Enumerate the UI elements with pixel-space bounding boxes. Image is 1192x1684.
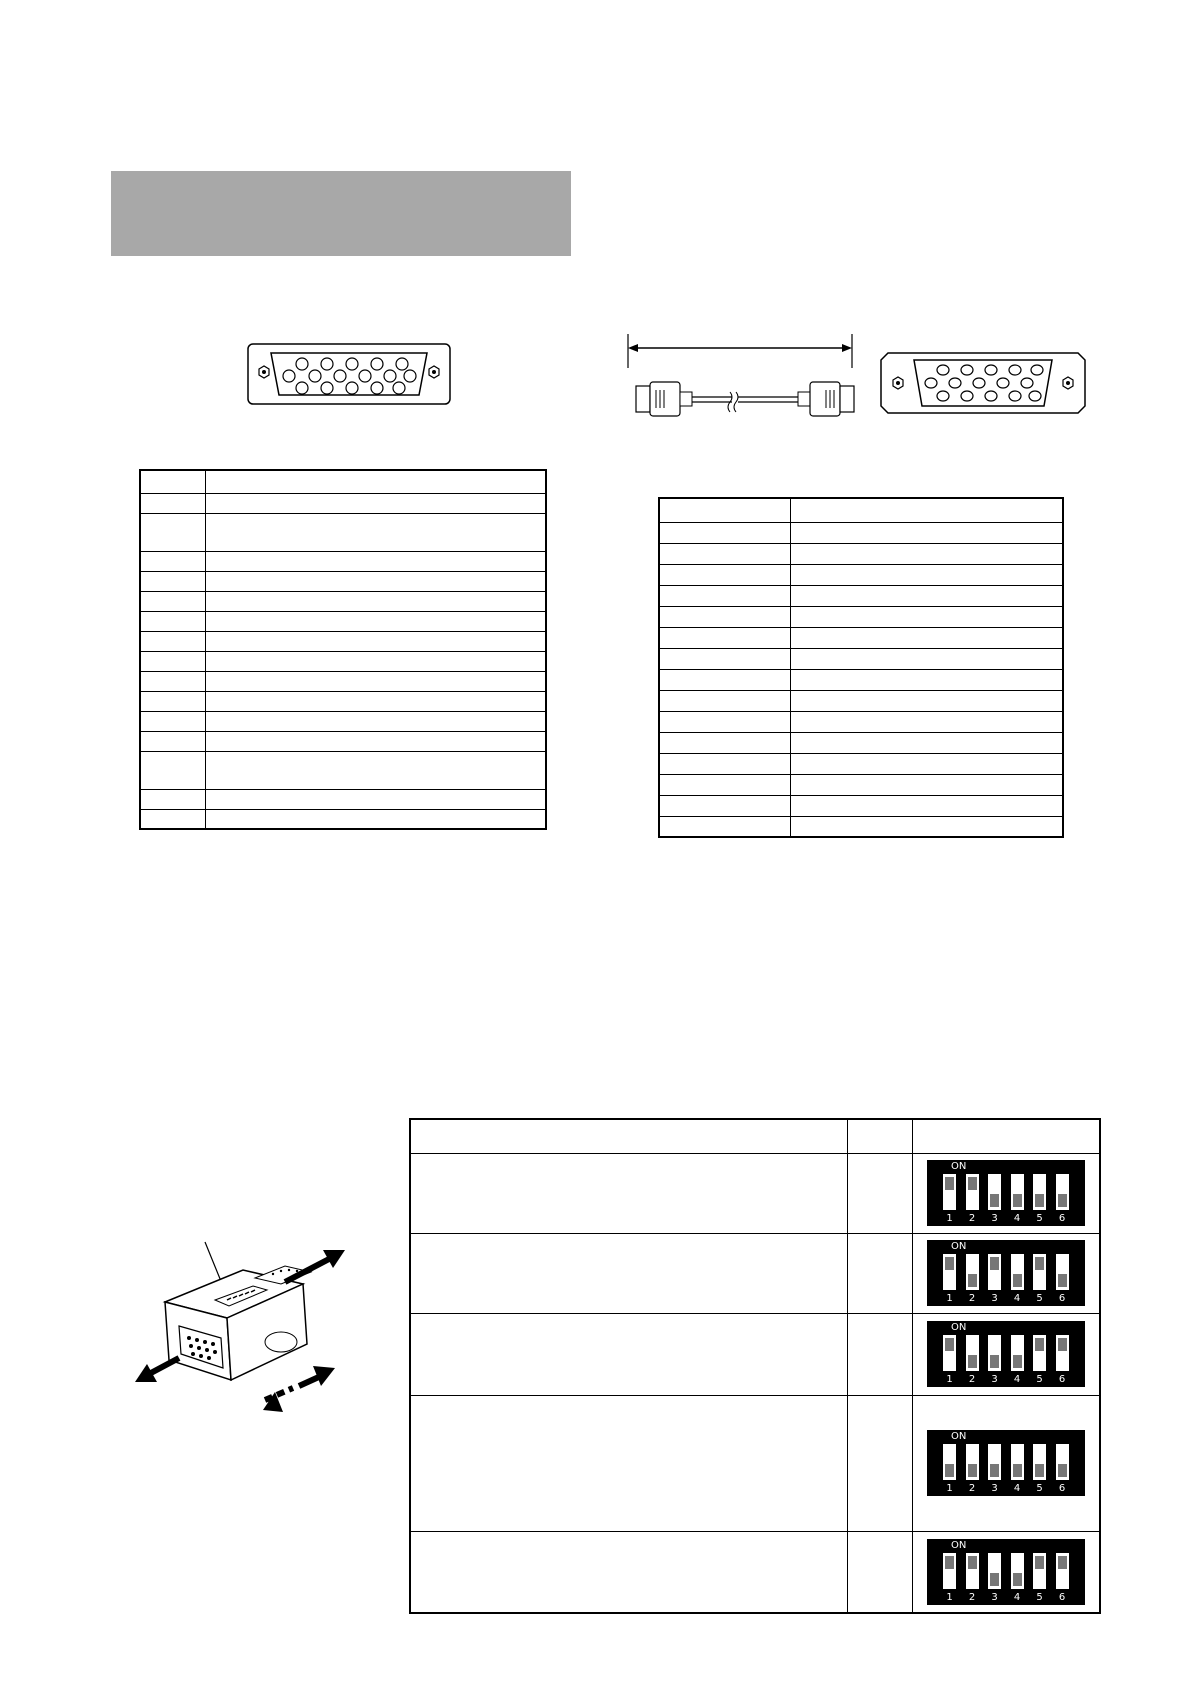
dip-switch-number: 5: [1036, 1293, 1043, 1304]
dip-switch-knob: [1058, 1464, 1067, 1477]
dip-switch-number: 4: [1013, 1483, 1021, 1494]
dip-switch-number: 3: [991, 1293, 998, 1304]
dip-switch-knob: [990, 1355, 999, 1368]
dip-switch-row-5: [927, 1539, 1085, 1605]
dip-switch-5: [1033, 1174, 1046, 1210]
dip-switch-number: 3: [991, 1483, 998, 1494]
dip-switch-knob: [945, 1464, 954, 1477]
dip-switch-settings-table: [409, 1118, 1101, 1614]
dip-switch-knob: [945, 1257, 954, 1270]
dip-switch-2: [966, 1553, 979, 1589]
dip-switch-number: 3: [991, 1213, 998, 1224]
dip-switch-knob: [1035, 1338, 1044, 1351]
dip-switch-knob: [1013, 1573, 1022, 1586]
dip-switch-knob: [990, 1194, 999, 1207]
dip-switch-3: [988, 1174, 1001, 1210]
dip-switch-knob: [1013, 1274, 1022, 1287]
dip-switch-knob: [968, 1556, 977, 1569]
dip-switch-knob: [945, 1556, 954, 1569]
dip-switch-knob: [968, 1274, 977, 1287]
dip-switch-3: [988, 1254, 1001, 1290]
dip-switch-number: 6: [1058, 1374, 1066, 1385]
dip-switch-knob: [1035, 1464, 1044, 1477]
dip-switch-knob: [1058, 1274, 1067, 1287]
dip-switch-number: 2: [968, 1293, 976, 1304]
dip-on-label: ON: [951, 1241, 967, 1252]
dip-on-label: ON: [951, 1161, 967, 1172]
dip-switch-2: [966, 1335, 979, 1371]
dip-switch-knob: [1035, 1257, 1044, 1270]
dip-switch-row-2: [927, 1240, 1085, 1306]
dip-switch-number: 1: [946, 1483, 953, 1494]
dip-switch-number: 6: [1058, 1483, 1066, 1494]
dip-switch-6: [1056, 1254, 1069, 1290]
dip-switch-1: [943, 1174, 956, 1210]
dip-switch-5: [1033, 1553, 1046, 1589]
dip-switch-knob: [945, 1177, 954, 1190]
dip-switch-2: [966, 1444, 979, 1480]
dip-switch-knob: [1035, 1194, 1044, 1207]
dip-switch-number: 6: [1058, 1591, 1066, 1603]
cable-diagram: [622, 334, 858, 426]
dip-on-label: ON: [951, 1539, 967, 1551]
dip-switch-4: [1011, 1553, 1024, 1589]
dip-switch-number: 1: [946, 1293, 953, 1304]
dip-switch-knob: [1058, 1194, 1067, 1207]
dip-switch-knob: [968, 1177, 977, 1190]
dip-switch-4: [1011, 1444, 1024, 1480]
connector-diagram-right: [880, 352, 1086, 414]
dip-switch-1: [943, 1444, 956, 1480]
dip-switch-number: 4: [1013, 1374, 1021, 1385]
dip-switch-knob: [990, 1573, 999, 1586]
dip-switch-1: [943, 1335, 956, 1371]
dip-switch-knob: [1058, 1556, 1067, 1569]
dip-switch-6: [1056, 1553, 1069, 1589]
dip-switch-1: [943, 1254, 956, 1290]
dip-switch-4: [1011, 1174, 1024, 1210]
dip-switch-number: 6: [1058, 1293, 1066, 1304]
dip-switch-row-4: [927, 1430, 1085, 1496]
dip-switch-knob: [968, 1355, 977, 1368]
section-header-box: [111, 171, 571, 256]
dip-switch-number: 3: [991, 1374, 998, 1385]
dip-switch-row-1: [927, 1160, 1085, 1226]
dip-switch-number: 5: [1036, 1483, 1043, 1494]
dip-on-label: ON: [951, 1431, 967, 1442]
dip-switch-knob: [1035, 1556, 1044, 1569]
dip-switch-number: 5: [1036, 1591, 1043, 1603]
dip-switch-6: [1056, 1335, 1069, 1371]
dip-switch-number: 1: [946, 1213, 953, 1224]
dip-switch-knob: [1013, 1355, 1022, 1368]
dip-switch-5: [1033, 1335, 1046, 1371]
dip-switch-number: 4: [1013, 1293, 1021, 1304]
dip-switch-3: [988, 1553, 1001, 1589]
dip-switch-knob: [945, 1338, 954, 1351]
dip-switch-2: [966, 1174, 979, 1210]
dip-switch-number: 2: [968, 1374, 976, 1385]
dip-on-label: ON: [951, 1322, 967, 1333]
dip-switch-number: 5: [1036, 1213, 1043, 1224]
dip-switch-number: 4: [1013, 1213, 1021, 1224]
cable-pin-table: [658, 497, 1064, 838]
dip-switch-number: 1: [946, 1374, 953, 1385]
dip-switch-2: [966, 1254, 979, 1290]
dip-switch-knob: [968, 1464, 977, 1477]
dip-switch-number: 2: [968, 1213, 976, 1224]
dip-switch-number: 1: [946, 1591, 953, 1603]
dip-switch-number: 2: [968, 1483, 976, 1494]
dip-switch-3: [988, 1444, 1001, 1480]
dip-switch-knob: [1013, 1464, 1022, 1477]
dip-switch-knob: [1058, 1338, 1067, 1351]
dip-switch-number: 3: [991, 1591, 998, 1603]
dip-switch-6: [1056, 1444, 1069, 1480]
pin-assignment-table: [139, 469, 547, 830]
dip-switch-5: [1033, 1254, 1046, 1290]
dip-switch-knob: [990, 1257, 999, 1270]
dip-switch-row-3: [927, 1321, 1085, 1387]
dip-switch-3: [988, 1335, 1001, 1371]
dip-switch-number: 4: [1013, 1591, 1021, 1603]
dip-switch-4: [1011, 1335, 1024, 1371]
dip-switch-6: [1056, 1174, 1069, 1210]
dip-switch-number: 2: [968, 1591, 976, 1603]
dip-switch-number: 5: [1036, 1374, 1043, 1385]
adapter-illustration: [135, 1240, 365, 1425]
dip-switch-1: [943, 1553, 956, 1589]
dip-switch-knob: [990, 1464, 999, 1477]
dip-switch-4: [1011, 1254, 1024, 1290]
dip-switch-knob: [1013, 1194, 1022, 1207]
dip-switch-number: 6: [1058, 1213, 1066, 1224]
connector-diagram-left: [247, 343, 451, 405]
dip-switch-5: [1033, 1444, 1046, 1480]
